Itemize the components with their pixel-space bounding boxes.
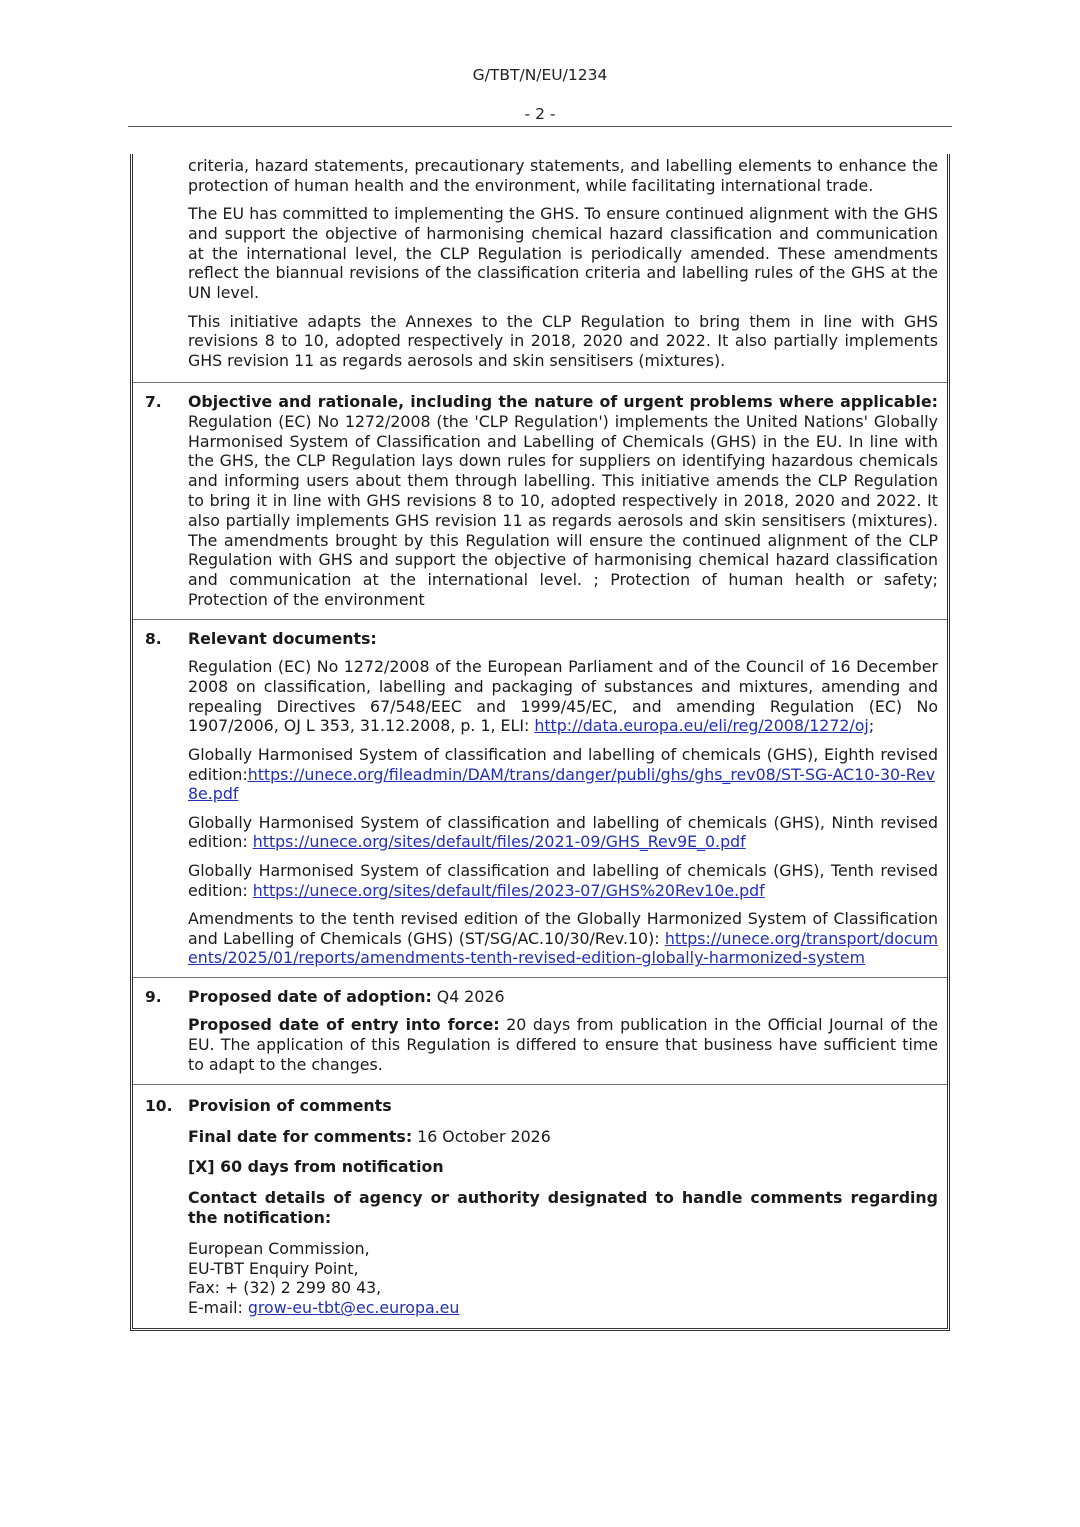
description-paragraph: The EU has committed to implementing the GHS. To ensure continued alignment with the GHS and support the objective of harmonising chemical hazard classification and communication at the international level, the CLP Regulation is periodically amended. These amendments reflect the biannual revisions of the classification criteria and labelling rules of the GHS at the UN level. [188, 204, 938, 303]
entry-into-force [188, 1015, 938, 1074]
final-date-value: 16 October 2026 [412, 1126, 551, 1146]
document-text: Globally Harmonised System of classification and labelling of chemicals (GHS), Tenth revised edition: [188, 860, 938, 900]
document-entry [188, 745, 938, 804]
adoption-date [188, 987, 938, 1007]
row-content [188, 392, 947, 610]
row-number: 7. [145, 392, 162, 411]
row-number-empty [133, 156, 188, 371]
table-row-10 [133, 1084, 947, 1328]
document-suffix: ; [868, 716, 875, 736]
row-content [188, 987, 947, 1075]
document-text: Regulation (EC) No 1272/2008 of the European Parliament and of the Council of 16 December 2008 on classification, labelling and packaging of substances and mixtures, amending and repealing Directives 67/548/EEC and 1999/45/EC, and amending Regulation (EC) No 1907/2006, OJ L 353, 31.12.2008, p. 1, ELI: [188, 657, 938, 736]
entry-value: 20 days from publication in the Official Journal of the EU. The application of this Regulation is differed to ensure that business have sufficient time to adapt to the changes. [188, 1015, 938, 1075]
document-text: Globally Harmonised System of classification and labelling of chemicals (GHS), Ninth revised edition: [188, 812, 938, 852]
header-divider [128, 126, 952, 127]
adoption-label: Proposed date of adoption: [188, 987, 432, 1007]
document-text: Globally Harmonised System of classification and labelling of chemicals (GHS), Eighth revised edition: [188, 744, 938, 784]
entry-label: Proposed date of entry into force: [188, 1015, 500, 1035]
final-date-label: Final date for comments: [188, 1126, 413, 1146]
document-entry [188, 657, 938, 736]
comments-heading: Provision of comments [188, 1095, 392, 1115]
final-date [188, 1127, 938, 1147]
document-entry [188, 813, 938, 853]
table-row-7 [133, 382, 947, 619]
contact-email [188, 1298, 938, 1318]
contact-line: European Commission, [188, 1238, 370, 1258]
page-number: - 2 - [524, 105, 556, 123]
document-link[interactable]: https://unece.org/sites/default/files/2023-07/GHS%20Rev10e.pdf [252, 880, 765, 900]
document-entry [188, 861, 938, 901]
relevant-documents-heading: Relevant documents: [188, 628, 377, 648]
table-row-9 [133, 977, 947, 1084]
row-content [188, 629, 947, 968]
document-link[interactable]: https://unece.org/fileadmin/DAM/trans/danger/publi/ghs/ghs_rev08/ST-SG-AC10-30-Rev8e.pdf [188, 764, 936, 804]
document-entry [188, 909, 938, 968]
row-content [188, 1096, 947, 1318]
adoption-value: Q4 2026 [431, 987, 505, 1007]
row-number: 9. [145, 988, 162, 1007]
document-text: Amendments to the tenth revised edition of the Globally Harmonized System of Classification and Labelling of Chemicals (GHS) (ST/SG/AC.10/30/Rev.10): [188, 908, 938, 948]
document-link[interactable]: http://data.europa.eu/eli/reg/2008/1272/oj [534, 716, 869, 736]
objective-heading: Objective and rationale, including the nature of urgent problems where applicable: [188, 391, 938, 411]
document-link[interactable]: https://unece.org/transport/documents/2025/01/reports/amendments-tenth-revised-edition-globally-harmonized-system [188, 928, 938, 968]
contact-block [188, 1239, 938, 1318]
objective-paragraph [188, 392, 938, 610]
description-paragraph: This initiative adapts the Annexes to the CLP Regulation to bring them in line with GHS revisions 8 to 10, adopted respectively in 2018, 2020 and 2022. It also partially implements GHS revision 11 as regards aerosols and skin sensitisers (mixtures). [188, 311, 938, 371]
email-label: E-mail: [188, 1298, 248, 1318]
contact-line: Fax: + (32) 2 299 80 43, [188, 1278, 382, 1298]
contact-line: EU-TBT Enquiry Point, [188, 1258, 359, 1278]
comment-period: [X] 60 days from notification [188, 1157, 444, 1177]
row-number: 8. [145, 629, 162, 648]
description-paragraph: criteria, hazard statements, precautionary statements, and labelling elements to enhance the protection of human health and the environment, while facilitating international trade. [188, 156, 938, 195]
document-link[interactable]: https://unece.org/sites/default/files/2021-09/GHS_Rev9E_0.pdf [252, 832, 746, 852]
objective-text: Regulation (EC) No 1272/2008 (the 'CLP Regulation') implements the United Nations' Globally Harmonised System of Classification and Labelling of Chemicals (GHS) in the EU. In line with the GHS, the CLP Regulation lays down rules for suppliers on identifying hazardous chemicals and informing users about them through labelling. This initiative amends the CLP Regulation to bring it in line with GHS revisions 8 to 10, adopted respectively in 2018, 2020 and 2022. It also partially implements GHS revision 11 as regards aerosols and skin sensitisers (mixtures). The amendments brought by this Regulation will ensure the continued alignment of the CLP Regulation with GHS and support the objective of harmonising chemical hazard classification and communication at the international level. ; Protection of human health or safety; Protection of the environment [188, 411, 938, 609]
row-number: 10. [145, 1096, 173, 1115]
contact-heading: Contact details of agency or authority designated to handle comments regarding the notification: [188, 1188, 938, 1228]
document-symbol: G/TBT/N/EU/1234 [472, 66, 608, 84]
email-link[interactable]: grow-eu-tbt@ec.europa.eu [247, 1298, 460, 1318]
notification-table [130, 154, 950, 1331]
row-content [188, 156, 947, 371]
table-row-6-continued [133, 154, 947, 382]
table-row-8 [133, 619, 947, 977]
